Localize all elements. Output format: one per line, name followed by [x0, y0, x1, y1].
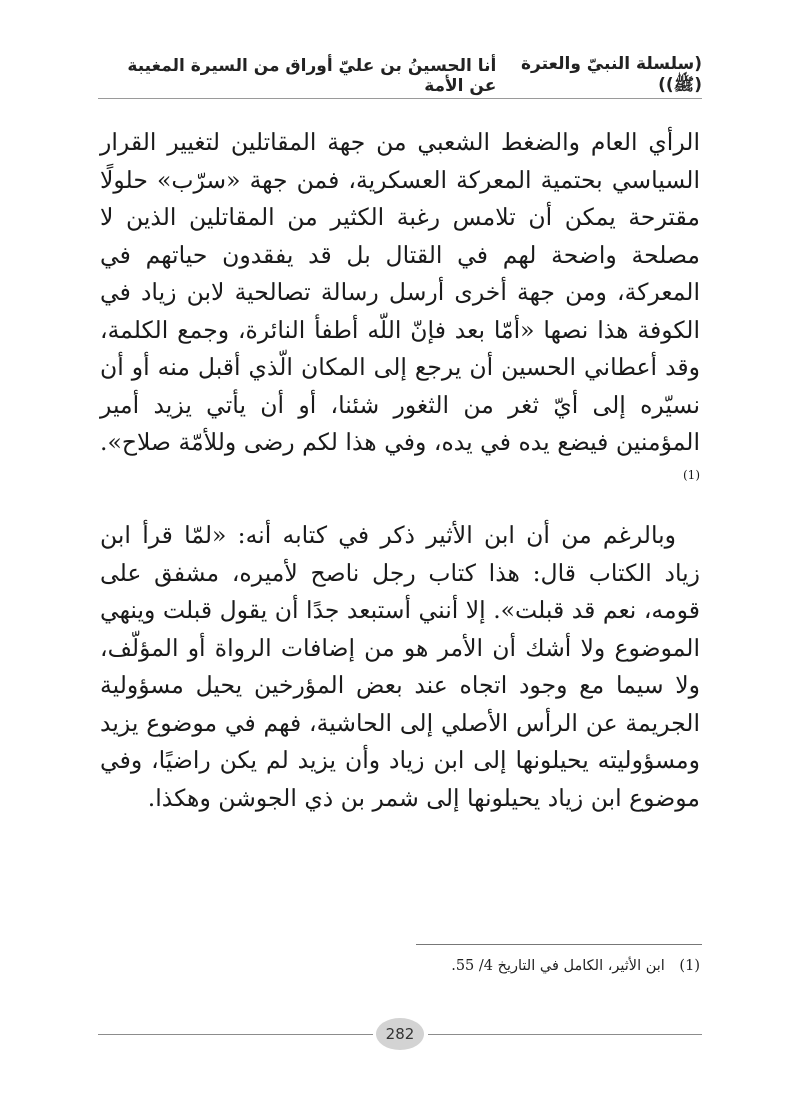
page-number-line-left: [98, 1034, 373, 1035]
footnote-divider: [416, 944, 702, 945]
footnote-reference: (1): [682, 467, 700, 482]
page-number-line-right: [428, 1034, 702, 1035]
main-text: [100, 124, 700, 817]
footnote-number: (1): [679, 958, 700, 974]
header-divider: [98, 98, 702, 99]
series-title: (سلسلة النبيّ والعترة (ﷺ)): [520, 53, 702, 95]
book-title: أنا الحسينُ بن عليّ أوراق من السيرة المغيبة عن الأمة: [127, 56, 497, 96]
paragraph-1: [100, 124, 700, 499]
paragraph-1-text: الرأي العام والضغط الشعبي من جهة المقاتلين لتغيير القرار السياسي بحتمية المعركة العسكرية، فمن جهة «سرّب» حلولًا مقترحة يمكن أن تلامس رغبة الكثير من المقاتلين الذين لا مصلحة واضحة لهم في القتال بل قد يفقدون حياتهم في المعركة، ومن جهة أخرى أرسل رسالة تصالحية لابن زياد في الكوفة هذا نصها «أمّا بعد فإنّ اللّه أطفأ النائرة، وجمع الكلمة، وقد أعطاني الحسين أن يرجع إلى المكان الّذي أقبل منه أو أن نسيّره إلى أيّ ثغر من الثغور شئنا، أو أن يأتي يزيد أمير المؤمنين فيضع يده في يده، وفي هذا لكم رضى وللأمّة صلاح».: [100, 128, 700, 456]
footnote-text: ابن الأثير، الكامل في التاريخ 4/ 55.: [451, 958, 665, 974]
footnote: [100, 956, 700, 976]
running-header: [98, 53, 702, 96]
page-number: 282: [376, 1018, 424, 1050]
paragraph-2: وبالرغم من أن ابن الأثير ذكر في كتابه أنه: «لمّا قرأ ابن زياد الكتاب قال: هذا كتاب رجل ناصح لأميره، مشفق على قومه، نعم قد قبلت». إلا أنني أستبعد جدًا أن يقول قبلت وينهي الموضوع ولا أشك أن الأمر هو من إضافات الرواة أو المؤلّف، ولا سيما مع وجود اتجاه عند بعض المؤرخين يحيل مسؤولية الجريمة عن الرأس الأصلي إلى الحاشية، فهم في موضوع يزيد ومسؤوليته يحيلونها إلى ابن زياد وأن يزيد لم يكن راضيًا، وفي موضوع ابن زياد يحيلونها إلى شمر بن ذي الجوشن وهكذا.: [100, 521, 700, 812]
